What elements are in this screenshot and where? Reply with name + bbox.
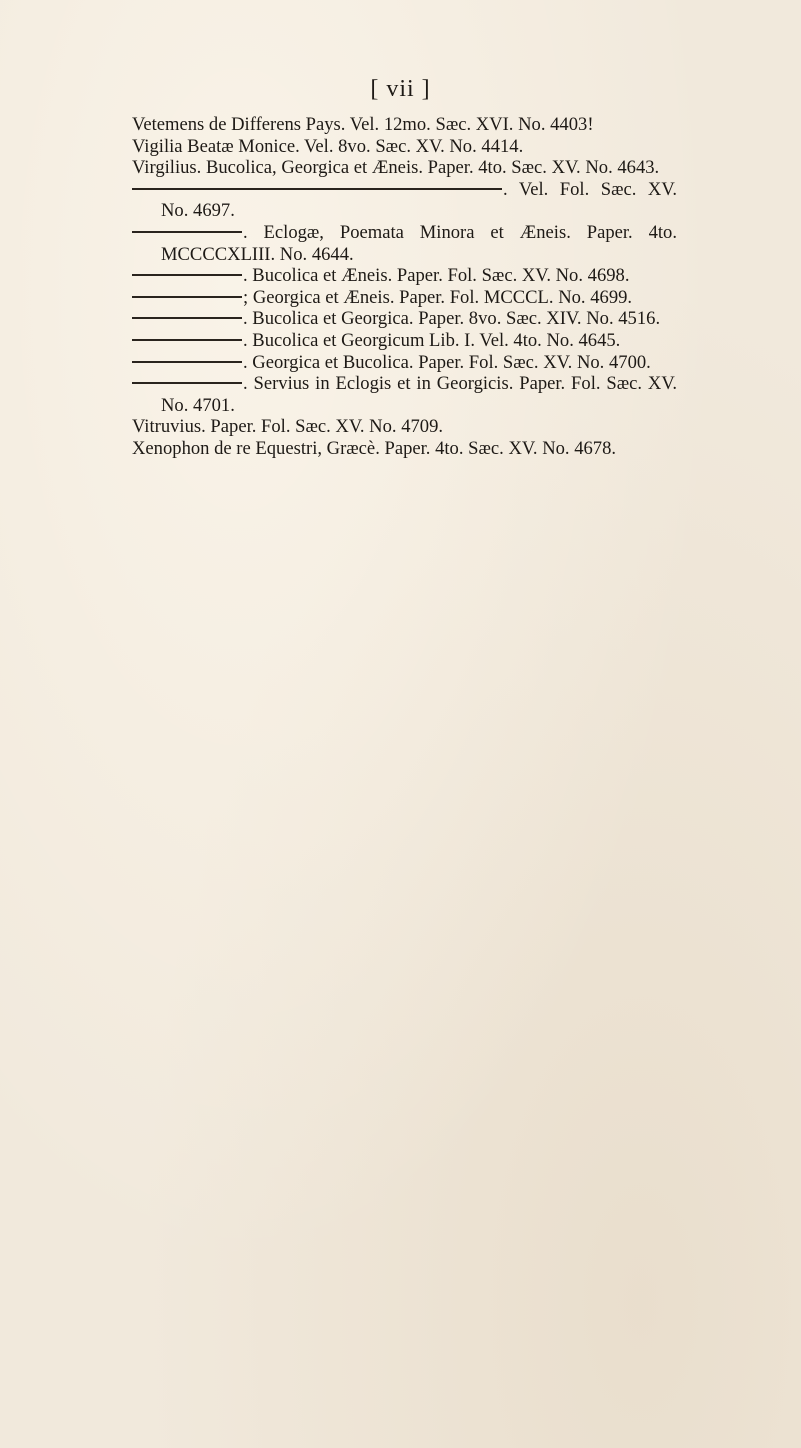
page-number: [ vii ] — [370, 76, 431, 102]
catalogue-entry — [132, 416, 677, 438]
entry-text: . Bucolica et Georgica. Paper. 8vo. Sæc. XIV. No. 4516. — [243, 308, 661, 330]
entry-text: . Bucolica et Georgicum Lib. I. Vel. 4to. No. 4645. — [243, 329, 621, 351]
entry-text: Vitruvius. Paper. Fol. Sæc. XV. No. 4709. — [132, 416, 444, 438]
catalogue-entries — [132, 114, 677, 460]
entry-text: . Bucolica et Æneis. Paper. Fol. Sæc. XV. No. 4698. — [243, 265, 630, 287]
ditto-dash — [132, 361, 242, 363]
entry-text: Vetemens de Differens Pays. Vel. 12mo. Sæc. XVI. No. 4403! — [132, 114, 594, 135]
catalogue-entry — [132, 330, 677, 352]
ditto-dash — [132, 231, 242, 233]
ditto-dash — [132, 339, 242, 341]
ditto-dash — [132, 188, 502, 190]
entry-text: Vigilia Beatæ Monice. Vel. 8vo. Sæc. XV. No. 4414. — [132, 135, 524, 157]
catalogue-entry — [132, 157, 677, 179]
catalogue-entry — [132, 287, 677, 309]
ditto-dash — [132, 382, 242, 384]
entry-text: Xenophon de re Equestri, Græcè. Paper. 4to. Sæc. XV. No. 4678. — [132, 437, 617, 459]
catalogue-entry — [132, 308, 677, 330]
entry-text: . Georgica et Bucolica. Paper. Fol. Sæc. XV. No. 4700. — [243, 351, 651, 373]
catalogue-entry — [132, 136, 677, 158]
catalogue-entry — [132, 222, 677, 265]
catalogue-entry — [132, 114, 677, 136]
entry-text: Virgilius. Bucolica, Georgica et Æneis. Paper. 4to. Sæc. XV. No. 4643. — [132, 157, 660, 179]
catalogue-entry — [132, 179, 677, 222]
catalogue-entry — [132, 352, 677, 374]
entry-text: ; Georgica et Æneis. Paper. Fol. MCCCL. No. 4699. — [243, 286, 633, 308]
catalogue-entry — [132, 373, 677, 416]
ditto-dash — [132, 274, 242, 276]
ditto-dash — [132, 317, 242, 319]
catalogue-entry — [132, 265, 677, 287]
entry-text: . Vel. Fol. Sæc. XV. No. 4697. — [161, 178, 677, 222]
entry-text: . Servius in Eclogis et in Georgicis. Paper. Fol. Sæc. XV. No. 4701. — [161, 373, 677, 416]
catalogue-entry — [132, 438, 677, 460]
ditto-dash — [132, 296, 242, 298]
entry-text: . Eclogæ, Poemata Minora et Æneis. Paper. 4to. MCCCCXLIII. No. 4644. — [161, 221, 677, 265]
